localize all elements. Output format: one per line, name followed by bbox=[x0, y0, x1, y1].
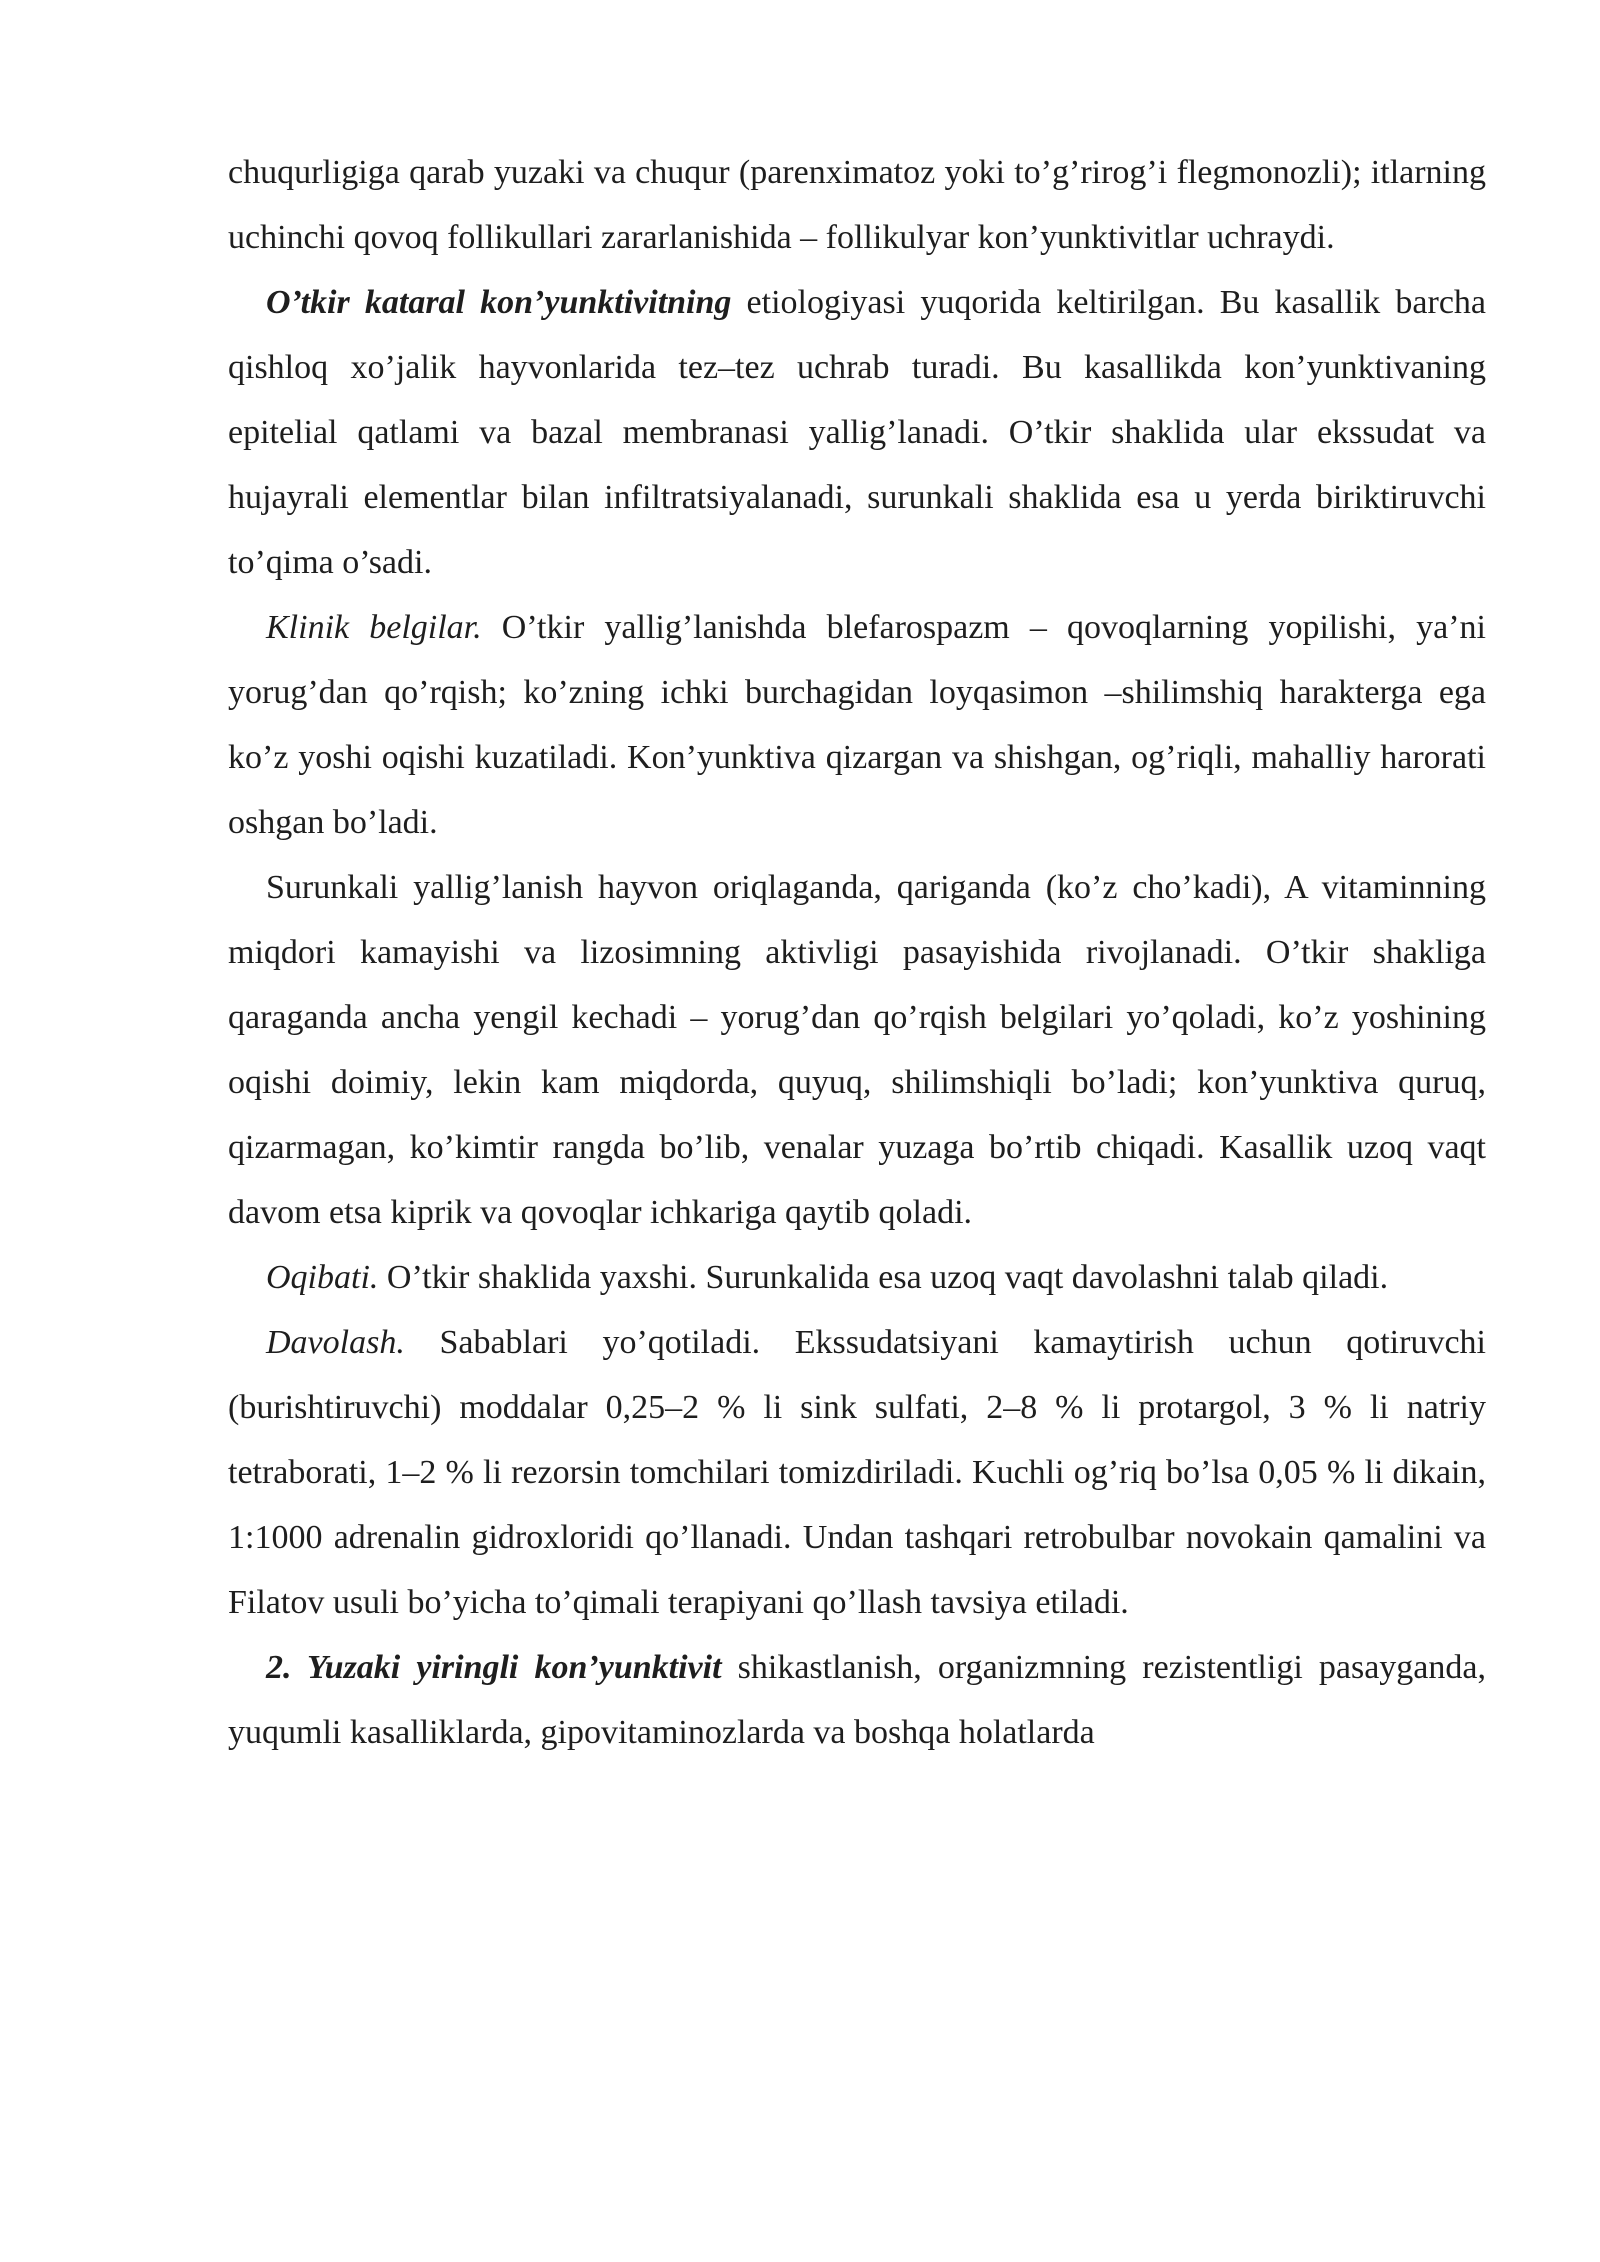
paragraph-text: etiologiyasi yuqorida keltirilgan. Bu kasallik barcha qishloq xo’jalik hayvonlarida tez–tez uchrab turadi. Bu kasallikda kon’yunktivaning epitelial qatlami va bazal membranasi yallig’lanadi. O’tkir shaklida ular ekssudat va hujayrali elementlar bilan infiltratsiyalanadi, surunkali shaklida esa u yerda biriktiruvchi to’qima o’sadi. bbox=[228, 284, 1486, 581]
paragraph-prognosis bbox=[228, 1245, 1486, 1310]
paragraph-clinical-signs bbox=[228, 595, 1486, 855]
paragraph-treatment bbox=[228, 1310, 1486, 1635]
paragraph-acute-catarrhal bbox=[228, 270, 1486, 595]
paragraph-heading: Klinik belgilar. bbox=[266, 609, 482, 646]
paragraph-heading: Davolash. bbox=[266, 1324, 405, 1361]
paragraph-text: O’tkir shaklida yaxshi. Surunkalida esa uzoq vaqt davolashni talab qiladi. bbox=[378, 1259, 1389, 1296]
paragraph-heading: O’tkir kataral kon’yunktivitning bbox=[266, 284, 732, 321]
paragraph-text: chuqurligiga qarab yuzaki va chuqur (parenximatoz yoki to’g’rirog’i flegmonozli); itlarning uchinchi qovoq follikullari zararlanishida – follikulyar kon’yunktivitlar uchraydi. bbox=[228, 154, 1486, 256]
paragraph-heading: Oqibati. bbox=[266, 1259, 379, 1296]
paragraph-heading: 2. Yuzaki yiringli kon’yunktivit bbox=[266, 1649, 722, 1686]
body-text bbox=[228, 140, 1486, 1765]
paragraph-purulent bbox=[228, 1635, 1486, 1765]
paragraph-continuation bbox=[228, 140, 1486, 270]
paragraph-text: Sabablari yo’qotiladi. Ekssudatsiyani kamaytirish uchun qotiruvchi (burishtiruvchi) moddalar 0,25–2 % li sink sulfati, 2–8 % li protargol, 3 % li natriy tetraboratі, 1–2 % li rezorsin tomchilari tomizdiriladi. Kuchli og’riq bo’lsa 0,05 % li dikain, 1:1000 adrenalin gidroxloridi qo’llanadi. Undan tashqari retrobulbar novokain qamalini va Filatov usuli bo’yicha to’qimali terapiyani qo’llash tavsiya etiladi. bbox=[228, 1324, 1486, 1621]
paragraph-text: shikastlanish, organizmning rezistentligi pasayganda, yuqumli kasalliklarda, gipovitaminozlarda va boshqa holatlarda bbox=[228, 1649, 1486, 1751]
paragraph-text: Surunkali yallig’lanish hayvon oriqlaganda, qariganda (ko’z cho’kadi), A vitaminning miqdori kamayishi va lizosimning aktivligi pasayishida rivojlanadi. O’tkir shakliga qaraganda ancha yengil kechadi – yorug’dan qo’rqish belgilari yo’qoladi, ko’z yoshining oqishi doimiy, lekin kam miqdorda, quyuq, shilimshiqli bo’ladi; kon’yunktiva quruq, qizarmagan, ko’kimtir rangda bo’lib, venalar yuzaga bo’rtib chiqadi. Kasallik uzoq vaqt davom etsa kiprik va qovoqlar ichkariga qaytib qoladi. bbox=[228, 869, 1486, 1231]
paragraph-text: O’tkir yallig’lanishda blefarospazm – qovoqlarning yopilishi, ya’ni yorug’dan qo’rqish; ko’zning ichki burchagidan loyqasimon –shilimshiq harakterga ega ko’z yoshi oqishi kuzatiladi. Kon’yunktiva qizargan va shishgan, og’riqli, mahalliy harorati oshgan bo’ladi. bbox=[228, 609, 1487, 841]
paragraph-chronic bbox=[228, 855, 1486, 1245]
